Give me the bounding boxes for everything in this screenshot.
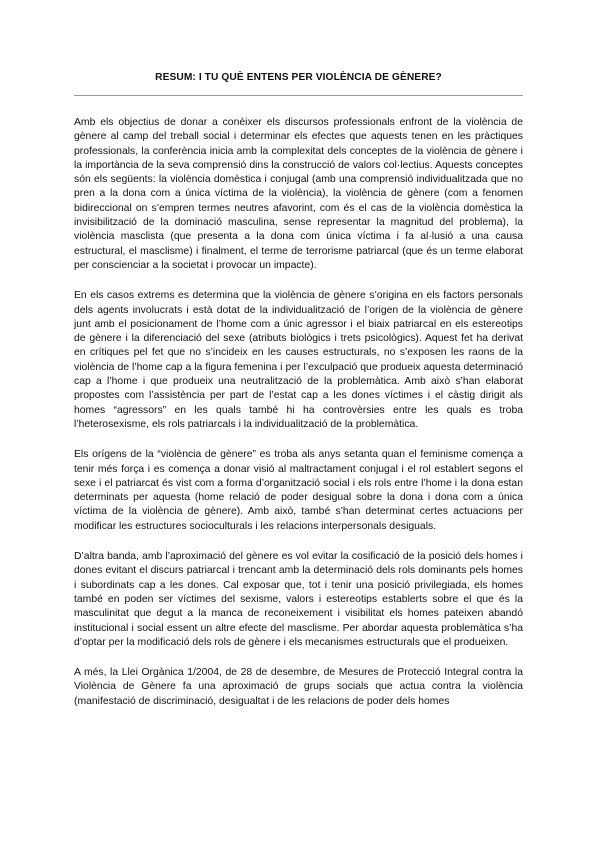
paragraph-5: A més, la Llei Orgànica 1/2004, de 28 de desembre, de Mesures de Protecció Integral contra la Violència de Gènere fa una aproximació de grups socials que actua contra la violència (manifestació de discriminació, desigualtat i de les relacions de poder dels homes	[74, 667, 523, 707]
paragraph-3: Els orígens de la “violència de gènere” es troba als anys setanta quan el feminisme comença a tenir més força i es comença a donar visió al maltractament conjugal i el rol establert segons el sexe i el patriarcat és vist com a forma d’organització social i els rols entre l’home i la dona estan determinats per aquesta (home relació de poder desigual sobre la dona i dona com a única víctima de la violència de gènere). Amb això, també s’han determinat certes actuacions per modificar les estructures socioculturals i les relacions interpersonals desiguals.	[74, 449, 523, 532]
paragraph-1: Amb els objectius de donar a conèixer els discursos professionals enfront de la violència de gènere al camp del treball social i determinar els efectes que aquests tenen en les pràctiques professionals, la conferència inicia amb la complexitat dels conceptes de la violència de gènere i la importància de la seva comprensió dins la construcció de valors col·lectius. Aquests conceptes són els següents: la violència domèstica i conjugal (amb una comprensió individualitzada que no pren a la dona com a única víctima de la violència), la violència de gènere (com a fenomen bidireccional on s’empren termes neutres afavorint, com és el cas de la violència domèstica la invisibilització de la dominació masculina, sense representar la magnitud del problema), la violència masclista (que presenta a la dona com única víctima i fa al·lusió a una causa estructural, el masclisme) i finalment, el terme de terrorisme patriarcal (que és un terme elaborat per conscienciar a la societat i provocar un impacte).	[74, 117, 523, 271]
title-divider	[74, 95, 523, 96]
document-title: RESUM: I TU QUÈ ENTENS PER VIOLÈNCIA DE GÈNERE?	[155, 72, 442, 83]
paragraph-4: D’altra banda, amb l’aproximació del gènere es vol evitar la cosificació de la posició dels homes i dones evitant el discurs patriarcal i trencant amb la determinació dels rols dominants pels homes i subordinats cap a les dones. Cal exposar que, tot i tenir una posició privilegiada, els homes també en poden ser víctimes del sexisme, valors i estereotips establerts sobre el que és la masculinitat que degut a la manca de reconeixement i visibilitat els homes pateixen abandó institucional i social essent un altre efecte del masclisme. Per abordar aquesta problemàtica s’ha d’optar per la modificació dels rols de gènere i els mecanismes estructurals que el produeixen.	[74, 551, 523, 648]
paragraph-2: En els casos extrems es determina que la violència de gènere s’origina en els factors personals dels agents involucrats i està dotat de la individualització de l’origen de la violència de gènere junt amb el posicionament de l’home com a únic agressor i el biaix patriarcal en els estereotips de gènere i la diferenciació del sexe (atributs biològics i trets psicològics). Aquest fet ha derivat en crítiques pel fet que no s’incideix en les causes estructurals, no s’exposen les raons de la violència de l’home cap a la figura femenina i per l’exculpació que produeix aquesta determinació cap a l’home i que produeix una neutralització de la problemàtica. Amb això s’han elaborat propostes com l’assistència per part de l’estat cap a les dones víctimes i el càstig dirigit als homes “agressors” en les quals també hi ha controvèrsies entre les quals es troba l’heterosexisme, els rols patriarcals i la individualització de la problemàtica.	[74, 290, 523, 430]
document-body	[74, 116, 523, 725]
